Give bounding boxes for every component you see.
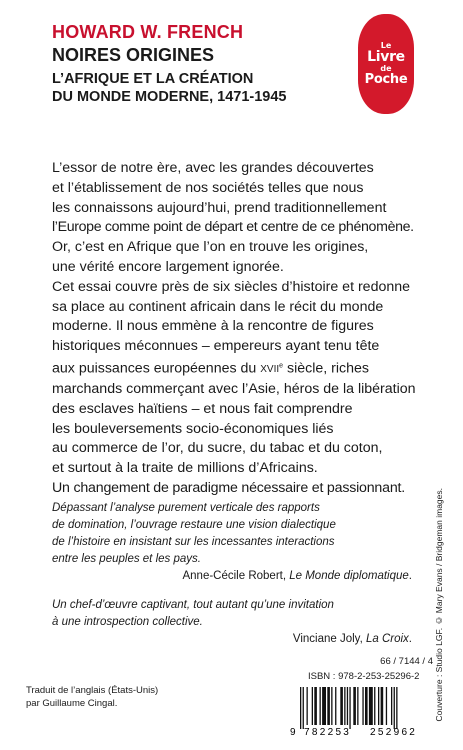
- quote-line: de domination, l’ouvrage restaure une vision dialectique: [52, 519, 336, 531]
- century-numeral: XVIIe: [260, 362, 284, 376]
- quote-attribution: Anne-Cécile Robert, Le Monde diplomatique.: [182, 570, 412, 582]
- barcode-bars: [300, 687, 398, 729]
- quote-attribution: Vinciane Joly, La Croix.: [292, 633, 412, 645]
- author-name: HOWARD W. FRENCH: [52, 22, 244, 42]
- barcode-group: 782253: [304, 727, 352, 737]
- blurb-line: historiques méconnues – empereurs ayant tenu tête: [52, 338, 380, 355]
- logo-text: de: [380, 64, 392, 73]
- quote-line: Un chef-d’œuvre captivant, tout autant qu’une invitation: [52, 599, 334, 611]
- cover-credits: Couverture : Studio LGF. © Mary Evans / Bridgeman images.: [434, 488, 444, 722]
- logo-text: Poche: [364, 72, 408, 87]
- isbn: ISBN : 978-2-253-25296-2: [308, 671, 420, 682]
- blurb-line: [52, 357, 437, 380]
- blurb-line: l’Europe comme point de départ et centre de ce phénomène.: [52, 219, 414, 236]
- blurb-line: marchands commerçant avec l’Asie, héros de la libération: [52, 381, 416, 398]
- subtitle-line: DU MONDE MODERNE, 1471-1945: [52, 89, 287, 105]
- press-quote: [52, 597, 412, 648]
- blurb-line: les connaissons aujourd’hui, prend traditionnellement: [52, 199, 387, 216]
- barcode-lead-digit: 9: [290, 727, 296, 737]
- blurb-text: aux puissances européennes du: [52, 360, 261, 377]
- blurb-line: Un changement de paradigme nécessaire et passionnant.: [52, 480, 405, 497]
- blurb-line: L’essor de notre ère, avec les grandes découvertes: [52, 160, 374, 176]
- blurb-line: Cet essai couvre près de six siècles d’histoire et redonne: [52, 278, 411, 295]
- blurb-text: siècle, riches: [283, 360, 369, 377]
- blurb-line: une vérité encore largement ignorée.: [52, 258, 284, 275]
- book-title: NOIRES ORIGINES: [52, 45, 215, 65]
- barcode-group: 252962: [370, 727, 418, 737]
- blurb-line: les bouleversements socio-économiques liés: [52, 420, 334, 437]
- publisher-logo: [358, 14, 414, 114]
- translator-credit: [26, 684, 158, 710]
- translator-line: Traduit de l’anglais (États-Unis): [26, 685, 159, 696]
- quote-line: entre les peuples et les pays.: [52, 553, 201, 565]
- subtitle-line: L’AFRIQUE ET LA CRÉATION: [52, 71, 254, 87]
- blurb-line: moderne. Il nous emmène à la rencontre de figures: [52, 318, 374, 335]
- book-subtitle: [52, 70, 287, 106]
- logo-text: Le: [380, 41, 392, 50]
- blurb-line: et l’établissement de nos sociétés telles que nous: [52, 179, 364, 196]
- blurb: [52, 159, 437, 499]
- blurb-line: des esclaves haïtiens – et nous fait comprendre: [52, 400, 353, 417]
- product-code: 66 / 7144 / 4: [380, 656, 433, 667]
- quote-line: de l’histoire en insistant sur les incessantes interactions: [52, 536, 335, 548]
- blurb-line: Or, c’est en Afrique que l’on en trouve les origines,: [52, 239, 369, 256]
- quote-line: à une introspection collective.: [52, 616, 203, 628]
- blurb-line: sa place au continent africain dans le récit du monde: [52, 298, 384, 315]
- quote-line: Dépassant l’analyse purement verticale des rapports: [52, 502, 320, 514]
- barcode: [290, 687, 438, 737]
- press-quote: [52, 500, 412, 585]
- translator-line: par Guillaume Cingal.: [26, 698, 118, 709]
- blurb-line: au commerce de l’or, du sucre, du tabac et du coton,: [52, 440, 383, 457]
- blurb-line: et surtout à la traite de millions d’Africains.: [52, 460, 318, 477]
- logo-text: Livre: [367, 49, 405, 65]
